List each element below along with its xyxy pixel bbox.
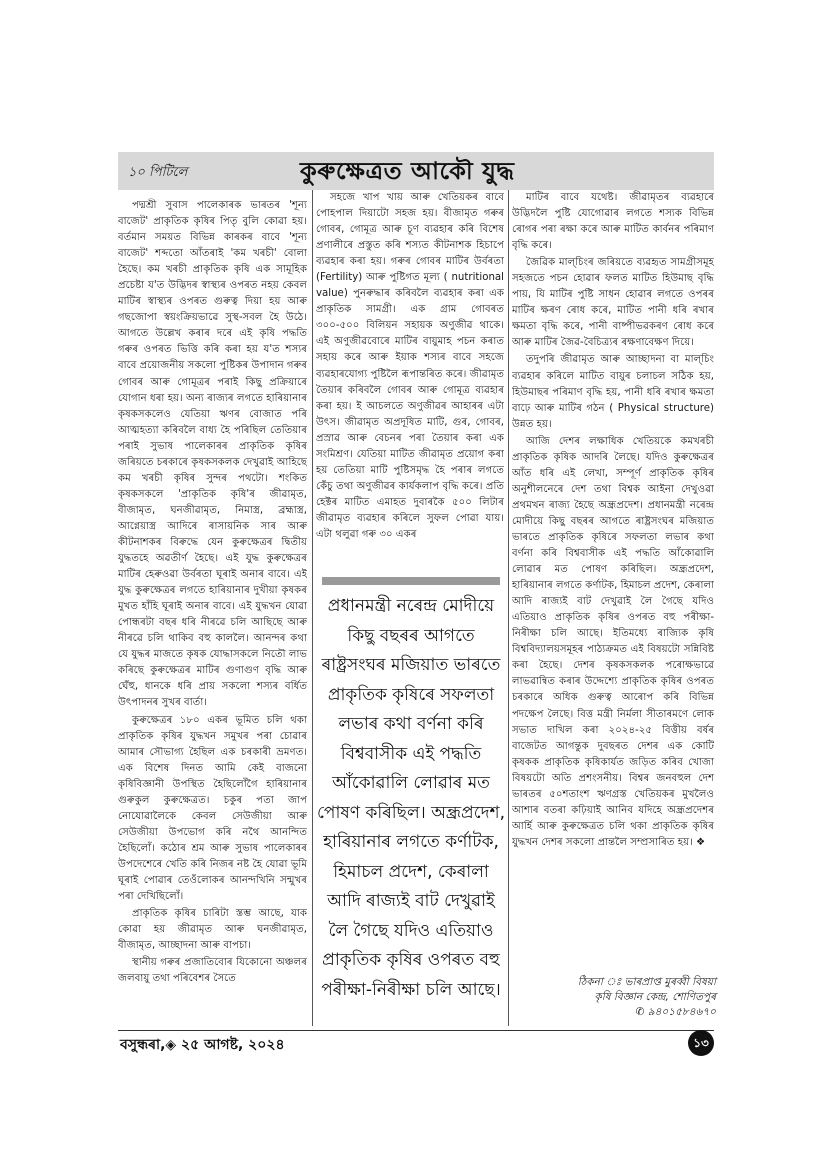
paragraph: মাটিৰ বাবে যথেষ্ট। জীৱামৃতৰ ব্যৱহাৰে উদ্ভিদলৈ পুষ্টি যোগোৱাৰ লগতে শস্যক বিভিন্ন ৰোগৰ পৰা ৰক্ষা কৰে আৰু মাটিত কাৰ্বনৰ পৰিমাণ বৃদ্ধি কৰে। <box>512 192 714 252</box>
section-label: ১০ পিটিলে <box>128 165 188 180</box>
phone-number: ✆ ৯৪০১৫৮৪৬৭০ <box>635 1006 716 1018</box>
article-headline: কুৰুক্ষেত্ৰত আকৌ যুদ্ধ <box>300 157 515 185</box>
paragraph: জৈৱিক মাল্‌চিংৰ জৰিয়তে ব্যৱহৃত সামগ্ৰীসমূহ সহজতে পচন হোৱাৰ ফলত মাটিত হিউমাছ বৃদ্ধি পায়, যি মাটিৰ পুষ্টি সাধন হোৱাৰ লগতে ওপৰৰ মাটিৰ ক্ষৰণ ৰোধ কৰে, মাটিত পানী ধৰি ৰখাৰ ক্ষমতা বৃদ্ধি কৰে, পানী বাষ্পীভৱকৰণ ৰোধ কৰে আৰু মাটিৰ জৈৱ-বৈচিত্ৰ্যৰ ৰক্ষণাবেক্ষণ দিয়ে। <box>512 257 714 349</box>
paragraph: স্থানীয় গৰুৰ প্ৰজাতিবোৰ যিকোনো অঞ্চলৰ জলবায়ু তথা পৰিবেশৰ সৈতে <box>118 957 307 985</box>
page-number: ১৩ <box>688 1030 714 1056</box>
paragraph: তদুপৰি জীৱামৃত আৰু আচ্ছাদনা বা মাল্‌চিং ব্যৱহাৰ কৰিলে মাটিত বায়ুৰ চলাচল সঠিক হয়, হিউমাছৰ পৰিমাণ বৃদ্ধি হয়, পানী ধৰি ৰখাৰ ক্ষমতা বাঢ়ে আৰু মাটিৰ গঠন ( Physical structure) উন্নত হয়। <box>512 354 714 430</box>
address-line: ঠিকনা ঃ ভাৰপ্ৰাপ্ত মুৰব্বী বিষয়া <box>577 976 716 988</box>
paragraph: পদ্মশ্ৰী সুবাস পালেকাৰক ভাৰতৰ 'শূন্য বাজেট' প্ৰাকৃতিক কৃষিৰ পিতৃ বুলি কোৱা হয়। বৰ্তমান সময়ত বিভিন্ন কাৰকৰ বাবে 'শূন্য বাজেট' শব্দতো আঁতৰাই 'কম খৰচী' বোলা হৈছে। কম খৰচী প্ৰাকৃতিক কৃষি এক সামূহিক প্ৰচেষ্টা য'ত উদ্ভিদৰ স্বাস্থ্যৰ ওপৰত নহয় কেবল মাটিৰ স্বাস্থ্যৰ ওপৰত গুৰুত্ব দিয়া হয় আৰু গছজোপা স্বয়ংক্ৰিয়ভাৱে সুস্থ-সবল হৈ উঠে। আগতে উল্লেখ কৰাৰ দৰে এই কৃষি পদ্ধতি গৰুৰ ওপৰত ভিত্তি কৰি কৰা হয় য'ত শস্যৰ বাবে প্ৰয়োজনীয় সকলো পুষ্টিকৰ উপাদান গৰুৰ গোবৰ আৰু গোমূত্ৰৰ পৰাই কিছু প্ৰক্ৰিয়াৰে যোগান ধৰা হয়। অন্য ৰাজ্যৰ লগতে হাৰিয়ানাৰ কৃষকসকলেও যেতিয়া ঋণৰ বোজাত পৰি আত্মহত্যা কৰিবলৈ বাধ্য হৈ পৰিছিল তেতিয়াৰ পৰাই সুভাষ পালেকাৰৰ প্ৰাকৃতিক কৃষিৰ জৰিয়তে চৰকাৰে কৃষকসকলক দেখুৱাই আহিছে কম খৰচী কৃষিৰ সুন্দৰ পথটো। শংকিত কৃষকসকলে 'প্ৰাকৃতিক কৃষি'ৰ জীৱামৃত, বীজামৃত, ঘনজীৱামৃত, নিমাস্ত্ৰ, ব্ৰহ্মাস্ত্ৰ, আগ্নেয়াস্ত্ৰ আদিৰে ৰাসায়নিক সাৰ আৰু কীটনাশকৰ বিৰুদ্ধে যেন কুৰুক্ষেত্ৰৰ দ্বিতীয় যুদ্ধতহে অৱতীৰ্ণ হৈছে। এই যুদ্ধ কুৰুক্ষেত্ৰৰ মাটিৰ হেৰুওৱা উৰ্বৰতা ঘূৰাই অনাৰ বাবে। এই যুদ্ধ কুৰুক্ষেত্ৰৰ লগতে হাৰিয়ানাৰ দুখীয়া কৃষকৰ মুখত হাঁহি ঘূৰাই অনাৰ বাবে। এই যুদ্ধখন যোৱা পোন্ধৰটা বছৰ ধৰি নীৰৱে চলি আছিছে আৰু নীৰৱে চলি থাকিব বহু কাললৈ। আনন্দৰ কথা যে যুদ্ধৰ মাজতে কৃষক যোদ্ধাসকলে নিতৌ লাভ কৰিছে কুৰুক্ষেত্ৰৰ মাটিৰ গুণাগুণ বৃদ্ধি আৰু ঘেঁহু, ধানকে ধৰি প্ৰায় সকলো শস্যৰ বৰ্ধিত উৎপাদনৰ সুখৰ বাৰ্তা। <box>118 200 307 709</box>
column-divider <box>312 190 313 1026</box>
footer-rule <box>118 1030 714 1031</box>
article-column-3 <box>512 190 714 970</box>
paragraph: প্ৰাকৃতিক কৃষিৰ চাৰিটা স্তম্ভ আছে, যাক কোৱা হয় জীৱামৃত আৰু ঘনজীৱামৃত, বীজামৃত, আচ্ছাদনা আৰু বাপচা। <box>118 908 307 952</box>
article-column-1 <box>118 198 307 1018</box>
address-line: কৃষি বিজ্ঞান কেন্দ্ৰ, শোণিতপুৰ <box>594 991 716 1003</box>
paragraph: আজি দেশৰ লক্ষাধিক খেতিয়কে কমখৰচী প্ৰাকৃতিক কৃষিক আদৰি লৈছে। যদিও কুৰুক্ষেত্ৰৰ আঁত ধৰি এই লেখা, সম্পূৰ্ণ প্ৰাকৃতিক কৃষিৰ অনুশীলনেৰে দেশ তথা বিশ্বক আইনা দেখুওৱা প্ৰথমখন ৰাজ্য হৈছে অন্ধ্ৰপ্ৰদেশ। প্ৰধানমন্ত্ৰী নৰেন্দ্ৰ মোদীয়ে কিছু বছৰৰ আগতে ৰাষ্ট্ৰসংঘৰ মজিয়াত ভাৰতে প্ৰাকৃতিক কৃষিৰে সফলতা লভাৰ কথা বৰ্ণনা কৰি বিশ্ববাসীক এই পদ্ধতি আঁকোৱালি লোৱাৰ মত পোষণ কৰিছিল। অন্ধ্ৰপ্ৰদেশ, হাৰিয়ানাৰ লগতে কৰ্ণাটক, হিমাচল প্ৰদেশ, কেৰালা আদি ৰাজ্যই বাট দেখুৱাই লৈ গৈছে যদিও এতিয়াও প্ৰাকৃতিক কৃষিৰ ওপৰত বহু পৰীক্ষা-নিৰীক্ষা চলি আছে। ইতিমধ্যে ৰাজ্যিক কৃষি বিশ্ববিদ্যালয়সমূহৰ পাঠ্যক্ৰমত এই বিষয়টো সন্নিবিষ্ট কৰা হৈছে। দেশৰ কৃষকসকলক পৰোক্ষভাৱে লাভৱান্বিত কৰাৰ উদ্দেশ্যে প্ৰাকৃতিক কৃষিৰ ওপৰত চৰকাৰে অধিক গুৰুত্ব আৰোপ কৰি বিভিন্ন পদক্ষেপ লৈছে। বিত্ত মন্ত্ৰী নিৰ্মলা সীতাৰমণে লোক সভাত দাখিল কৰা ২০২৪-২৫ বিত্তীয় বৰ্ষৰ বাজেটত আগন্তুক দুবছৰত দেশৰ এক কোটি কৃষকক প্ৰাকৃতিক কৃষিকাৰ্যত জড়িত কৰিব খোজা বিষয়টো অতি প্ৰশংসনীয়। বিশ্বৰ জনবহুল দেশ ভাৰতৰ ৫০শতাংশ ঋণগ্ৰস্ত খেতিয়কৰ মুখলৈও আশাৰ বতৰা কঢ়িয়াই আনিব যদিহে অন্ধ্ৰপ্ৰদেশৰ আৰ্হি আৰু কুৰুক্ষেত্ৰত চলি থকা প্ৰাকৃতিক কৃষিৰ যুদ্ধখন দেশৰ সকলো প্ৰান্তলৈ সম্প্ৰসাৰিত হয়। ❖ <box>512 435 714 848</box>
paragraph: কুৰুক্ষেত্ৰৰ ১৮০ একৰ ভূমিত চলি থকা প্ৰাকৃতিক কৃষিৰ যুদ্ধখন সমুখৰ পৰা চোৱাৰ আমাৰ সৌভাগ্য হৈছিল এক চৰকাৰী ভ্ৰমণত। এক বিশেষ দিনত আমি কেই বাজনো কৃষিবিজ্ঞানী উপস্থিত হৈছিলোঁগৈ হাৰিয়ানাৰ গুৰুকুল কুৰুক্ষেত্ৰত। চকুৰ পতা জাপ নোযোৱালৈকে কেবল সেউজীয়া আৰু সেউজীয়া উপভোগ কৰি নথৈ আনন্দিত হৈছিলোঁ। কঠোৰ শ্ৰম আৰু সুভাষ পালেকাৰৰ উপদেশেৰে খেতি কৰি নিজৰ নষ্ট হৈ যোৱা ভূমি ঘূৰাই পোৱাৰ তেওঁলোকৰ আনন্দখিনি সন্মুখৰ পৰা দেখিছিলোঁ। <box>118 714 307 903</box>
column-divider <box>508 190 509 1026</box>
pullquote: প্ৰধানমন্ত্ৰী নৰেন্দ্ৰ মোদীয়ে কিছু বছৰৰ আগতে ৰাষ্ট্ৰসংঘৰ মজিয়াত ভাৰতে প্ৰাকৃতিক কৃষিৰে সফলতা লভাৰ কথা বৰ্ণনা কৰি বিশ্ববাসীক এই পদ্ধতি আঁকোৱালি লোৱাৰ মত পোষণ কৰিছিল। অন্ধ্ৰপ্ৰদেশ, হাৰিয়ানাৰ লগতে কৰ্ণাটক, হিমাচল প্ৰদেশ, কেৰালা আদি ৰাজ্যই বাট দেখুৱাই লৈ গৈছে যদিও এতিয়াও প্ৰাকৃতিক কৃষিৰ ওপৰত বহু পৰীক্ষা-নিৰীক্ষা চলি আছে। <box>317 596 505 1000</box>
author-address <box>520 975 716 1020</box>
article-column-2 <box>316 190 504 560</box>
paragraph: সহজে খাপ খায় আৰু খেতিয়কৰ বাবে পোহপাল দিয়াটো সহজ হয়। বীজামৃত গৰুৰ গোবৰ, গোমূত্ৰ আৰু চূণ ব্যৱহাৰ কৰি বিশেষ প্ৰণালীৰে প্ৰস্তুত কৰি শস্যত কীটনাশক হিচাপে ব্যৱহাৰ কৰা হয়। গৰুৰ গোবৰ মাটিৰ উৰ্বৰতা (Fertility) আৰু পুষ্টিগত মূল্য ( nutritional value) পুনৰুদ্ধাৰ কৰিবলৈ ব্যৱহাৰ কৰা এক প্ৰাকৃতিক সামগ্ৰী। এক গ্ৰাম গোবৰত ৩০০-৫০০ বিলিয়ন সহায়ক অণুজীৱ থাকে। এই অণুজীৱবোৰে মাটিৰ বায়ুমাহ পচন কৰাত সহায় কৰে আৰু ইয়াক শস্যৰ বাবে সহজে ব্যৱহাৰযোগ্য পুষ্টিলৈ ৰূপান্তৰিত কৰে। জীৱামৃত তৈয়াৰ কৰিবলৈ গোবৰ আৰু গোমূত্ৰ ব্যৱহাৰ কৰা হয়। ই আচলতে অণুজীৱৰ আহাৰৰ এটা উৎস। জীৱামৃত অপ্ৰদূষিত মাটি, গুৰ, গোবৰ, প্ৰস্ৰাৱ আৰু বেচনৰ পৰা তৈয়াৰ কৰা এক সংমিশ্ৰণ। যেতিয়া মাটিত জীৱামৃত প্ৰয়োগ কৰা হয় তেতিয়া মাটি পুষ্টিসমৃদ্ধ হৈ পৰাৰ লগতে কেঁচু তথা অণুজীৱৰ কাৰ্যকলাপ বৃদ্ধি কৰে। প্ৰতি হেক্টৰ মাটিত এমাহত দুবাৰকৈ ৫০০ লিটাৰ জীৱামৃত ব্যৱহাৰ কৰিলে সুফল পোৱা যায়। এটা থলুৱা গৰু ৩০ একৰ <box>316 192 504 540</box>
publication-footer: বসুন্ধৰা,◈ ২৫ আগষ্ট, ২০২৪ <box>120 1037 285 1053</box>
pullquote-bar <box>322 577 500 585</box>
